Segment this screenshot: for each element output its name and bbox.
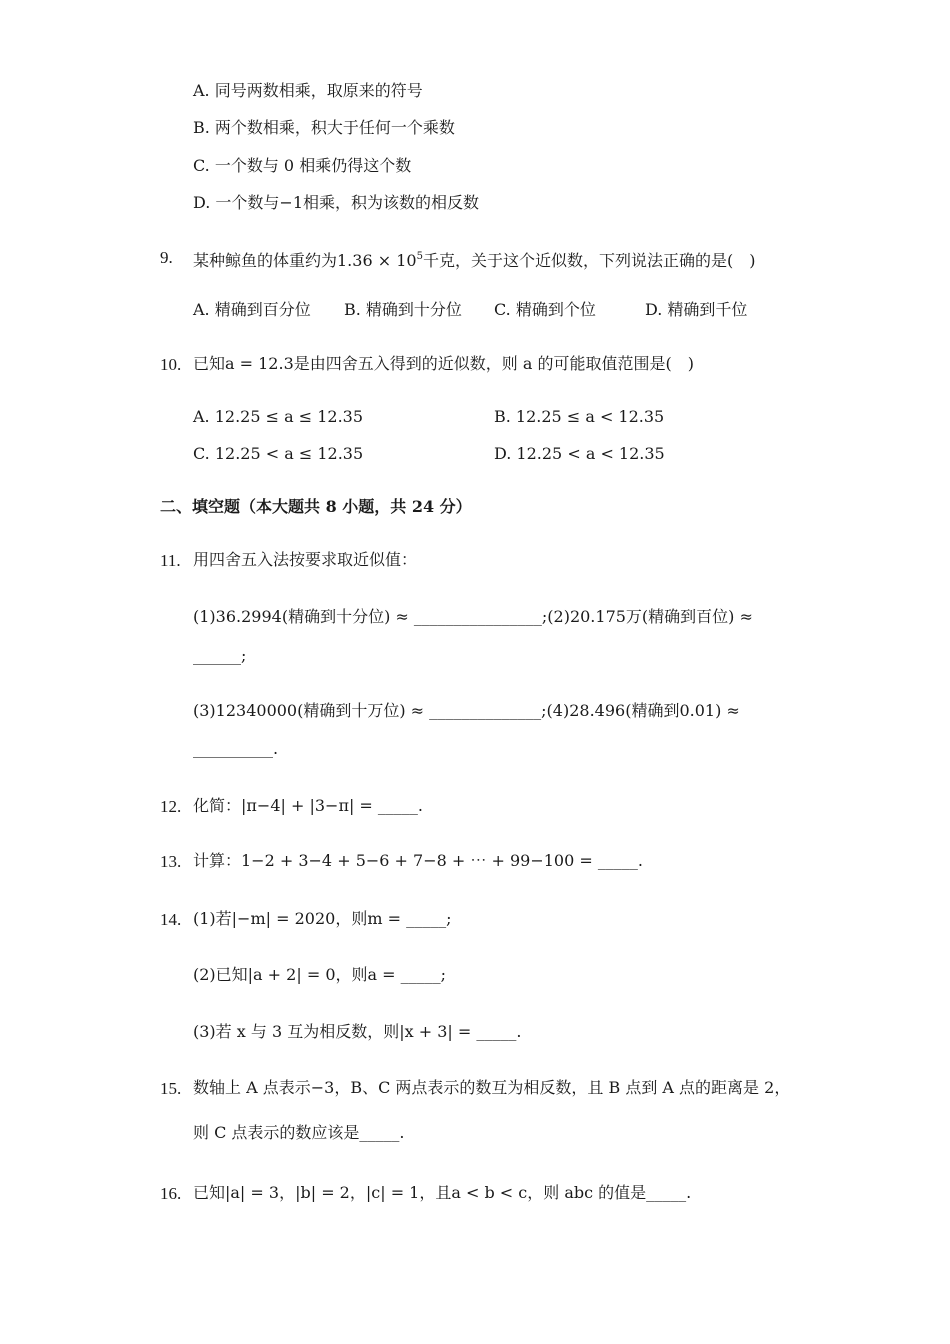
q9-option-d: D. 精确到千位 <box>645 300 748 319</box>
section-title-fill-blank: 二、填空题（本大题共 8 小题，共 24 分） <box>160 497 472 516</box>
q14-part1: (1)若|−m| = 2020，则m = _____; <box>193 909 452 928</box>
q9-stem: 某种鲸鱼的体重约为$1.36 \times 10^5$千克，关于这个近似数，下列说法正确的是( ) <box>193 251 756 270</box>
q11-part4-blank: __________. <box>193 739 279 758</box>
q10-stem: 已知a = 12.3是由四舍五入得到的近似数，则 a 的可能取值范围是( ) <box>193 354 694 373</box>
q14-number: 14. <box>160 910 182 929</box>
q8-option-d: D. 一个数与−1相乘，积为该数的相反数 <box>193 193 480 212</box>
q8-option-a: A. 同号两数相乘，取原来的符号 <box>193 81 423 100</box>
q11-number: 11. <box>160 551 181 570</box>
q8-option-b: B. 两个数相乘，积大于任何一个乘数 <box>193 118 455 137</box>
q8-option-c: C. 一个数与 0 相乘仍得这个数 <box>193 156 412 175</box>
q10-option-a: A. 12.25 ≤ a ≤ 12.35 <box>193 407 364 426</box>
q10-option-b: B. 12.25 ≤ a < 12.35 <box>494 407 665 426</box>
q11-part3-4: (3)12340000(精确到十万位) ≈ ______________;(4)28.496(精确到0.01) ≈ <box>193 701 740 720</box>
q9-option-c: C. 精确到个位 <box>494 300 596 319</box>
q11-stem: 用四舍五入法按要求取近似值： <box>193 550 418 569</box>
q9-option-b: B. 精确到十分位 <box>344 300 462 319</box>
q13-number: 13. <box>160 852 182 871</box>
q11-part2-blank: ______; <box>193 646 247 665</box>
q15-stem-line2: 则 C 点表示的数应该是_____. <box>193 1123 405 1142</box>
q14-part3: (3)若 x 与 3 互为相反数，则|x + 3| = _____. <box>193 1022 522 1041</box>
q16-stem: 已知|a| = 3，|b| = 2，|c| = 1，且a < b < c，则 abc 的值是_____. <box>193 1183 692 1202</box>
q15-number: 15. <box>160 1079 182 1098</box>
q9-number: 9. <box>160 248 173 267</box>
q12-number: 12. <box>160 797 182 816</box>
q10-option-c: C. 12.25 < a ≤ 12.35 <box>193 444 364 463</box>
q10-number: 10. <box>160 355 182 374</box>
q10-option-d: D. 12.25 < a < 12.35 <box>494 444 665 463</box>
q15-stem-line1: 数轴上 A 点表示−3，B、C 两点表示的数互为相反数，且 B 点到 A 点的距离是 2， <box>193 1078 791 1097</box>
q12-stem: 化简：|π−4| + |3−π| = _____. <box>193 796 424 815</box>
q16-number: 16. <box>160 1184 182 1203</box>
q9-option-a: A. 精确到百分位 <box>193 300 311 319</box>
q13-stem: 计算：1−2 + 3−4 + 5−6 + 7−8 + ⋯ + 99−100 = _____. <box>193 851 643 870</box>
q11-part1-2: (1)36.2994(精确到十分位) ≈ ________________;(2)20.175万(精确到百位) ≈ <box>193 607 753 626</box>
q14-part2: (2)已知|a + 2| = 0，则a = _____; <box>193 965 447 984</box>
